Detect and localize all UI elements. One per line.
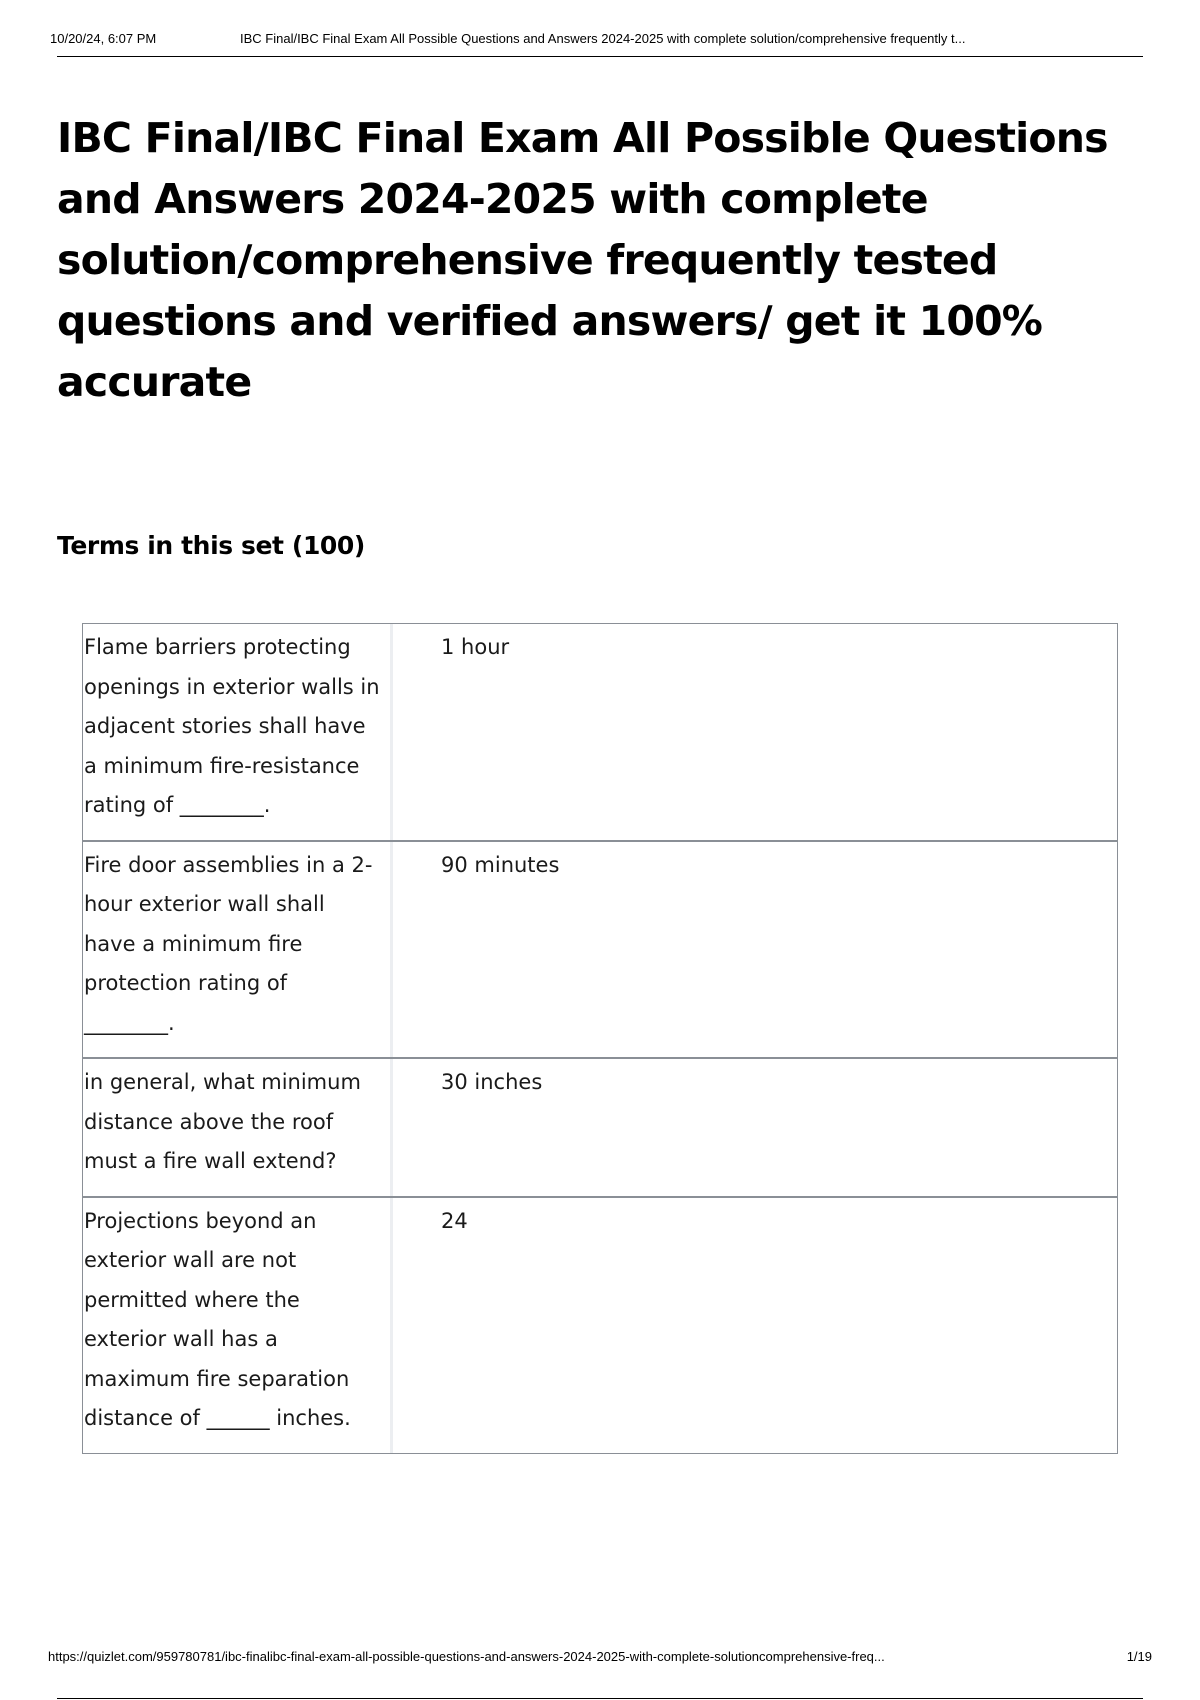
term-row: [83, 840, 1117, 1058]
definition-text: 24: [441, 1208, 468, 1233]
term-row: [83, 1057, 1117, 1196]
term-text: Fire door assemblies in a 2-hour exterior wall shall have a minimum fire protection rating of ________.: [83, 842, 393, 1058]
term-row: [83, 624, 1117, 840]
page-url: https://quizlet.com/959780781/ibc-finalibc-final-exam-all-possible-questions-and-answers-2024-2025-with-complete-solutioncomprehensive-freq...: [48, 1649, 885, 1664]
page-title: IBC Final/IBC Final Exam All Possible Questions and Answers 2024-2025 with complete solution/comprehensive frequently tested questions and verified answers/ get it 100% accurate: [57, 114, 1108, 406]
term-text: in general, what minimum distance above the roof must a fire wall extend?: [83, 1059, 393, 1196]
terms-heading: Terms in this set (100): [57, 531, 365, 560]
term-text: Projections beyond an exterior wall are not permitted where the exterior wall has a maximum fire separation distance of ______ inches.: [83, 1198, 393, 1453]
page-number: 1/19: [1126, 1649, 1152, 1664]
definition-text: 90 minutes: [441, 852, 560, 877]
definition-text: 1 hour: [441, 635, 510, 659]
term-row: [83, 1196, 1117, 1453]
terms-table: [82, 623, 1118, 1454]
print-date: 10/20/24, 6:07 PM: [50, 31, 157, 46]
definition-text: 30 inches: [441, 1070, 543, 1094]
footer-divider: [57, 1698, 1143, 1699]
print-header: [50, 30, 1143, 57]
print-doc-title: IBC Final/IBC Final Exam All Possible Questions and Answers 2024-2025 with complete solution/comprehensive frequently t...: [240, 31, 966, 46]
term-text: Flame barriers protecting openings in exterior walls in adjacent stories shall have a minimum fire-resistance rating of ________.: [83, 624, 393, 840]
